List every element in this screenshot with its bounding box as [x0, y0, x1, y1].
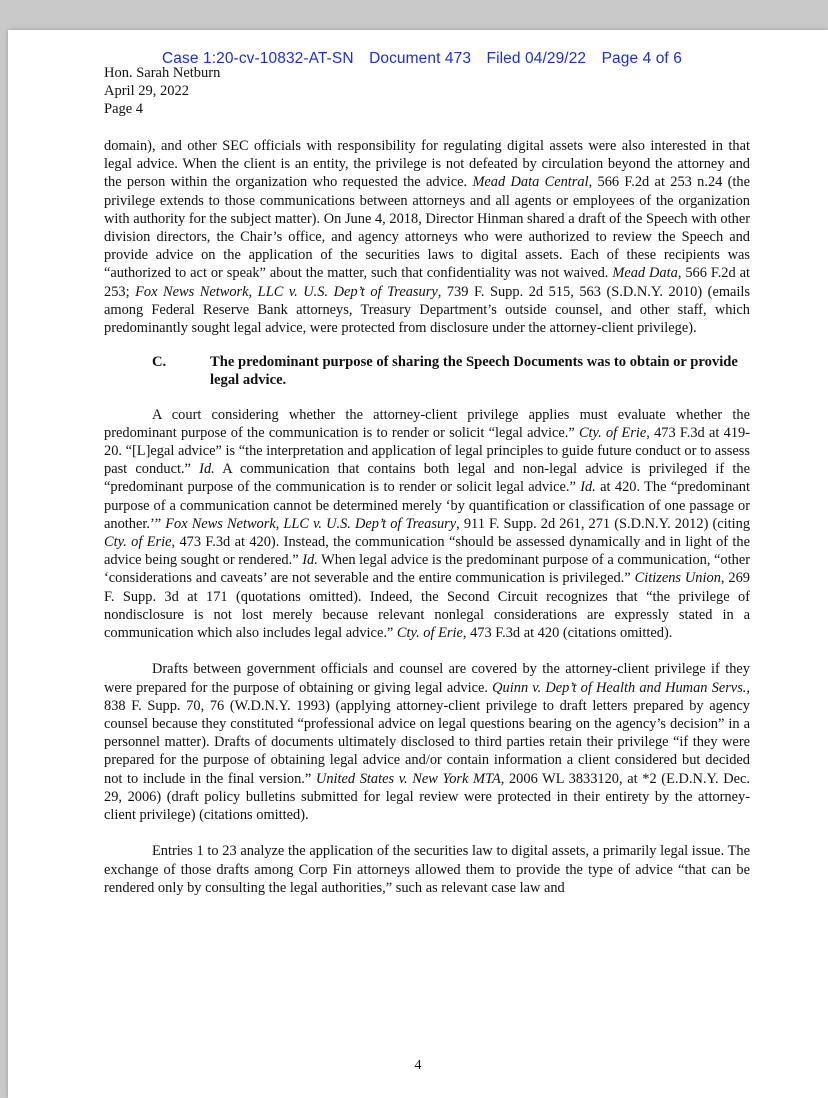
citation: Mead Data	[612, 265, 678, 282]
ecf-filing-header	[162, 50, 693, 68]
paragraph-drafts	[104, 660, 750, 824]
case-number: Case 1:20-cv-10832-AT-SN	[162, 50, 354, 67]
citation: United States v. New York MTA	[315, 770, 501, 787]
letter-date: April 29, 2022	[104, 83, 189, 99]
document-page	[8, 30, 828, 1098]
text-run: , 566 F.2d at 253 n.24 (the privilege extends to those communications between attorneys and all agents or employees of the organization with authority for the subject matter). On June 4, 2018, Director Hinman shared a draft of the Speech with other division directors, the Chair’s office, and agency attorneys who were authorized to review the Speech and provide advice on the application of the securities laws to digital assets. Each of these recipients was “authorized to act or speak” about the matter, such that confidentiality was not waived.	[104, 174, 751, 282]
text-run: Entries 1 to 23 analyze the application of the securities law to digital assets, a primarily legal issue. The exchange of those drafts among Corp Fin attorneys allowed them to provide the type of advice “that can be rendered only by consulting the legal authorities,” such as relevant case law and	[104, 843, 750, 896]
text-run: , 911 F. Supp. 2d 261, 271 (S.D.N.Y. 2012) (citing	[456, 515, 751, 532]
text-run: domain), and other SEC officials with responsibility for regulating digital assets were also interested in that legal advice. When the client is an entity, the privilege is not defeated by circulation beyond the attorney and the person within the organization who requested the advice.	[104, 138, 750, 191]
paragraph-entries	[104, 842, 750, 897]
letter-head	[104, 64, 220, 118]
page-number: 4	[414, 1058, 422, 1073]
citation: Cty. of Erie	[396, 625, 463, 642]
recipient: Hon. Sarah Netburn	[104, 65, 221, 81]
text-run: A court considering whether the attorney-client privilege applies must evaluate whether the predominant purpose of the communication is to render or solicit “legal advice.”	[104, 406, 750, 441]
text-run: , 739 F. Supp. 2d 515, 563 (S.D.N.Y. 2010) (emails among Federal Reserve Bank attorneys, Treasury Department’s outside counsel, and other staff, which predominantly sought legal advice, were protected from disclosure under the attorney-client privilege).	[104, 283, 751, 337]
citation: Quinn v. Dep’t of Health and Human Servs.	[492, 679, 747, 696]
section-number: C.	[152, 354, 167, 371]
text-run: , 473 F.3d at 420). Instead, the communication “should be assessed dynamically and in light of the advice being sought or rendered.”	[104, 534, 751, 569]
citation: Fox News Network, LLC v. U.S. Dep’t of Treasury	[135, 283, 438, 300]
text-run: , 473 F.3d at 420 (citations omitted).	[462, 625, 673, 642]
citation: Cty. of Erie	[578, 424, 647, 441]
text-run: Drafts between government officials and counsel are covered by the attorney-client privilege if they were prepared for the purpose of obtaining or giving legal advice.	[104, 661, 750, 696]
document-number: Document 473	[369, 50, 472, 67]
letter-body	[104, 137, 750, 897]
text-run: A communication that contains both legal and non-legal advice is privileged if the “predominant purpose of the communication is to render or solicit legal advice.”	[104, 461, 751, 496]
text-run: , 838 F. Supp. 70, 76 (W.D.N.Y. 1993) (applying attorney-client privilege to draft letters prepared by agency counsel because they constituted “professional advice on legal questions bearing on the agency’s decision” in a personnel matter). Drafts of documents ultimately disclosed to third parties retain their privilege “if they were prepared for the purpose of obtaining legal advice and/or contain information a client considered but decided not to include in the final version.”	[104, 679, 750, 787]
paragraph-predominant-purpose	[104, 406, 750, 643]
text-run: , 269 F. Supp. 3d at 171 (quotations omitted). Indeed, the Second Circuit recognizes that “the privilege of nondisclosure is not lost merely because relevant nonlegal considerations are expressly stated in a communication which also includes legal advice.”	[104, 570, 751, 642]
section-title: The predominant purpose of sharing the Speech Documents was to obtain or provide legal advice.	[210, 354, 738, 389]
citation: Cty. of Erie	[104, 534, 172, 551]
citation: Fox News Network, LLC v. U.S. Dep’t of Treasury	[165, 515, 457, 532]
text-run: , 2006 WL 3833120, at *2 (E.D.N.Y. Dec. 29, 2006) (draft policy bulletins submitted for legal review were protected in their entirety by the attorney-client privilege) (citations omitted).	[104, 770, 750, 824]
text-run: at 420. The “predominant purpose of a communication cannot be determined merely ‘by quantification or classification of one passage or another.’”	[104, 479, 750, 532]
filed-date: Filed 04/29/22	[486, 50, 587, 67]
citation: Id.	[580, 479, 596, 496]
section-heading-c	[104, 353, 750, 389]
page-count: Page 4 of 6	[601, 50, 682, 67]
citation: Id.	[302, 552, 318, 569]
text-run: , 473 F.3d at 419-20. “[L]egal advice” is “the interpretation and application of legal principles to guide future conduct or to assess past conduct.”	[104, 424, 750, 478]
citation: Citizens Union	[634, 570, 721, 587]
citation: Mead Data Central	[472, 174, 589, 191]
text-run: When legal advice is the predominant purpose of a communication, “other ‘considerations and caveats’ are not severable and the entire communication is privileged.”	[104, 552, 750, 587]
text-run: , 566 F.2d at 253;	[104, 265, 750, 300]
paragraph-continued	[104, 137, 750, 337]
letter-page: Page 4	[104, 101, 144, 117]
citation: Id.	[199, 461, 215, 478]
